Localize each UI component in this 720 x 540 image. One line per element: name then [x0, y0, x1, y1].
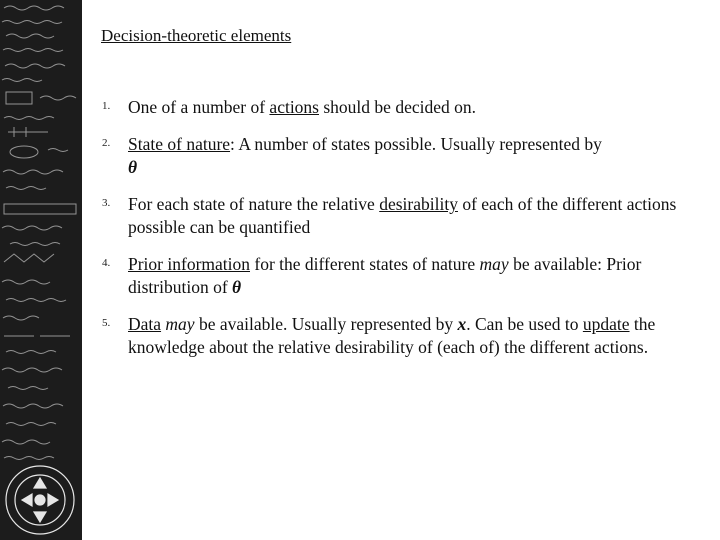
- page-title: Decision-theoretic elements: [101, 26, 292, 45]
- item-text: State of nature: A number of states possible. Usually represented by θ: [128, 134, 602, 177]
- item-text: Data may be available. Usually represented by x. Can be used to update the knowledge about the relative desirability of (each of) the different actions.: [128, 314, 656, 357]
- chalkboard-sidebar: [0, 0, 82, 540]
- item-text: Prior information for the different states of nature may be available: Prior distribution of θ: [128, 254, 642, 297]
- item-number: 5.: [102, 317, 111, 329]
- theta-symbol: θ: [128, 157, 138, 177]
- theta-symbol: θ: [232, 277, 242, 297]
- item-number: 2.: [102, 137, 111, 149]
- item-number: 1.: [102, 100, 111, 112]
- chalkboard-scribbles-illustration: [0, 0, 82, 540]
- item-text: For each state of nature the relative desirability of each of the different actions possible can be quantified: [128, 194, 677, 237]
- item-number: 4.: [102, 257, 111, 269]
- item-number: 3.: [102, 197, 111, 209]
- item-text: One of a number of actions should be decided on.: [128, 97, 476, 117]
